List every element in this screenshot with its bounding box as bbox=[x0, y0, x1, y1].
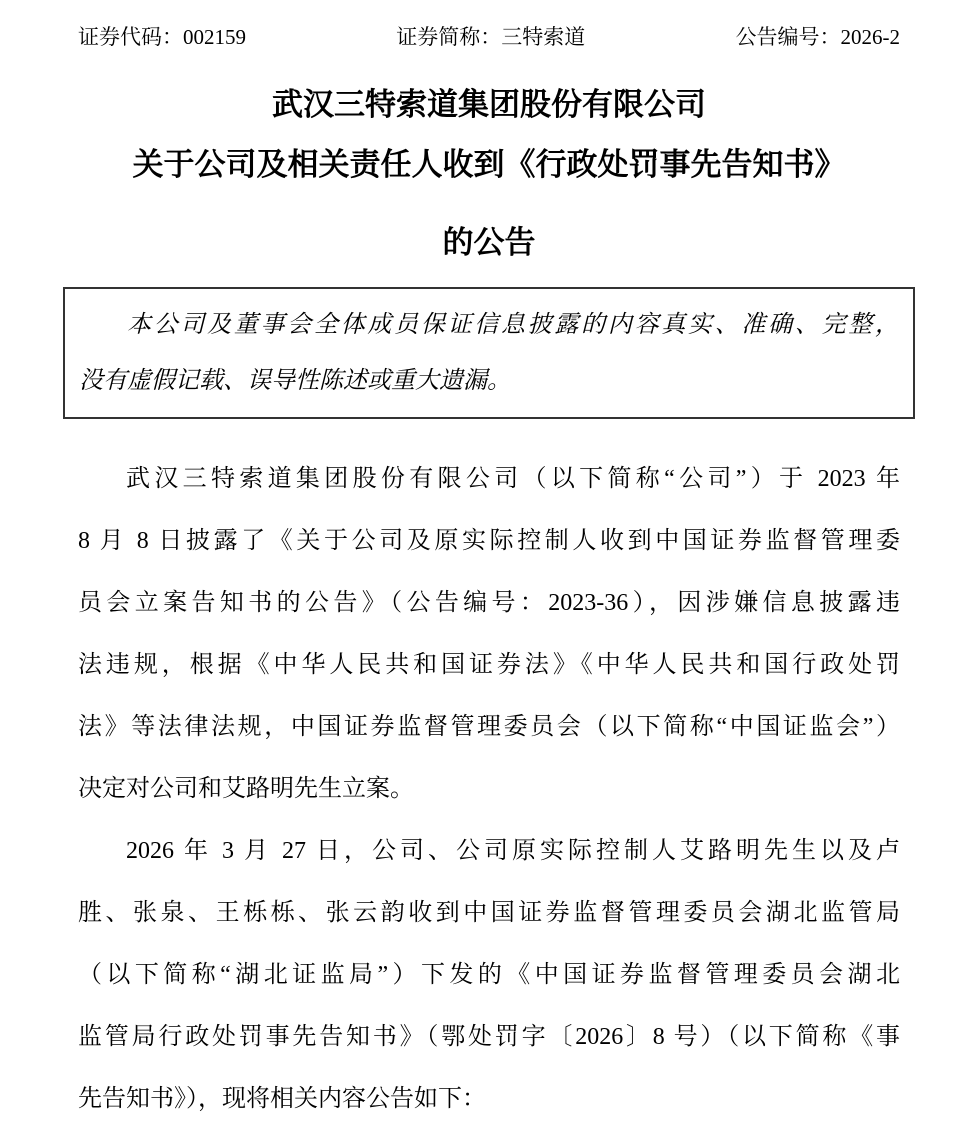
stock-abbr-label: 证券简称： bbox=[396, 25, 502, 49]
body-content bbox=[78, 448, 900, 1130]
stock-code-value: 002159 bbox=[183, 25, 246, 49]
paragraph-line: 先告知书》），现将相关内容公告如下： bbox=[78, 1086, 486, 1112]
paragraph-line: 员会立案告知书的公告》（公告编号：2023-36），因涉嫌信息披露违 bbox=[78, 590, 900, 616]
stock-code bbox=[78, 23, 246, 51]
document-header-row bbox=[78, 23, 900, 51]
announcement-no-value: 2026-2 bbox=[840, 25, 900, 49]
announcement-suffix-title: 的公告 bbox=[442, 225, 536, 260]
paragraph-line: 8 月 8 日披露了《关于公司及原实际控制人收到中国证券监督管理委 bbox=[78, 528, 900, 554]
paragraph-line: 法违规，根据《中华人民共和国证券法》《中华人民共和国行政处罚 bbox=[78, 652, 900, 678]
paragraph bbox=[78, 820, 900, 1130]
disclaimer-line: 没有虚假记载、误导性陈述或重大遗漏。 bbox=[79, 368, 511, 394]
disclaimer-box bbox=[63, 287, 915, 419]
announcement-no bbox=[736, 23, 901, 51]
stock-abbr-value: 三特索道 bbox=[501, 25, 586, 49]
paragraph-line: 法》等法律法规，中国证券监督管理委员会（以下简称“中国证监会”） bbox=[78, 714, 900, 740]
paragraph-line: 胜、张泉、王栎栎、张云韵收到中国证券监督管理委员会湖北监管局 bbox=[78, 900, 900, 926]
paragraph-line: 决定对公司和艾路明先生立案。 bbox=[78, 776, 414, 802]
paragraph bbox=[78, 448, 900, 820]
company-name-title: 武汉三特索道集团股份有限公司 bbox=[272, 87, 706, 122]
stock-code-label: 证券代码： bbox=[78, 25, 183, 49]
disclaimer-line: 本公司及董事会全体成员保证信息披露的内容真实、准确、完整， bbox=[127, 312, 899, 338]
paragraph-line: 武汉三特索道集团股份有限公司（以下简称“公司”）于 2023 年 bbox=[126, 466, 900, 492]
paragraph-line: 2026 年 3 月 27 日，公司、公司原实际控制人艾路明先生以及卢 bbox=[126, 838, 900, 864]
stock-abbr bbox=[396, 23, 585, 51]
paragraph-line: （以下简称“湖北证监局”）下发的《中国证券监督管理委员会湖北 bbox=[78, 962, 900, 988]
announcement-subject-title: 关于公司及相关责任人收到《行政处罚事先告知书》 bbox=[132, 147, 846, 182]
paragraph-line: 监管局行政处罚事先告知书》（鄂处罚字〔2026〕8 号）（以下简称《事 bbox=[78, 1024, 900, 1050]
announcement-no-label: 公告编号： bbox=[735, 25, 841, 49]
